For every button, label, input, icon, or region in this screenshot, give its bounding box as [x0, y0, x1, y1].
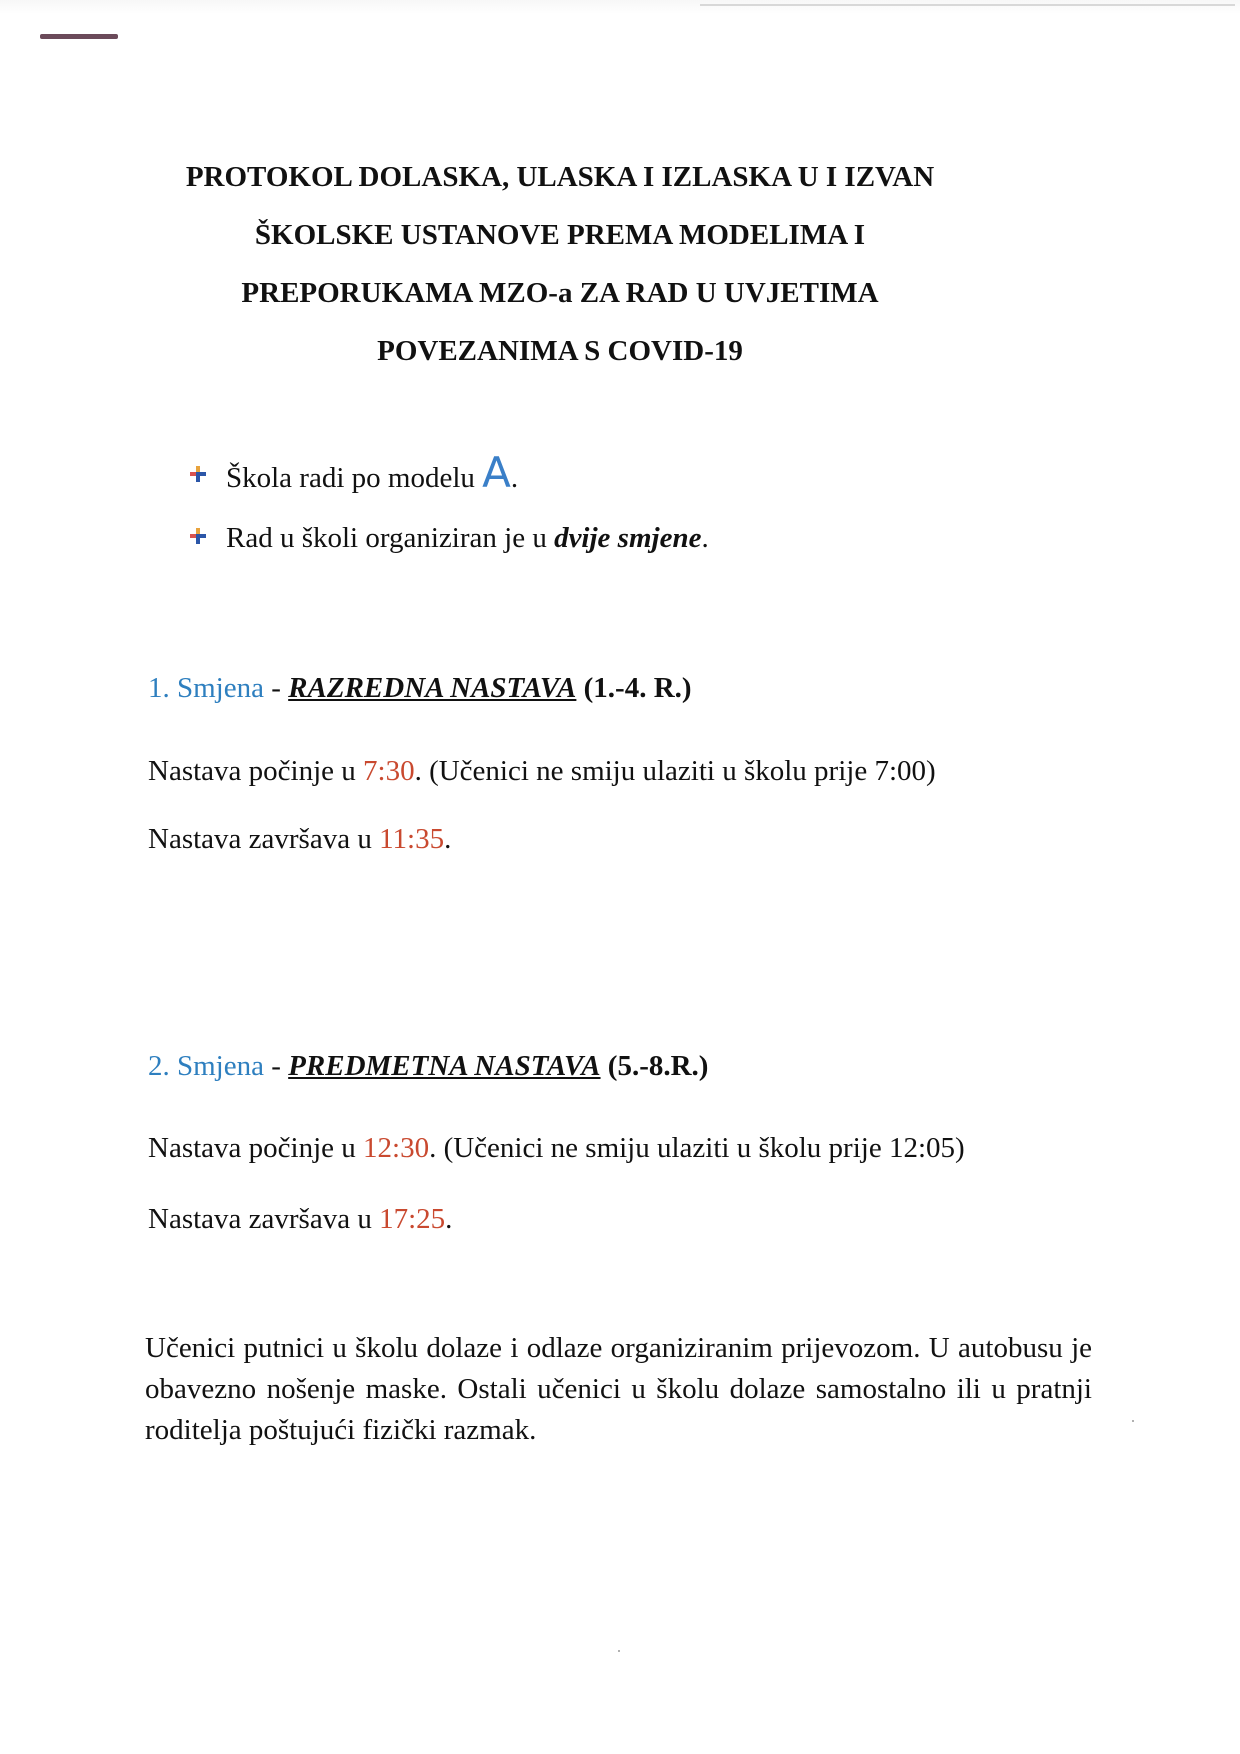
scan-speck: [1132, 1420, 1134, 1422]
end-prefix: Nastava završava u: [148, 1203, 380, 1235]
scan-edge-line: [700, 4, 1235, 6]
bullet-text-after: .: [510, 462, 519, 494]
shift-2-end: [148, 1203, 452, 1236]
shift-1-start: [148, 755, 936, 788]
title-line-3: PREPORUKAMA MZO-a ZA RAD U UVJETIMA: [241, 277, 879, 309]
start-suffix: . (Učenici ne smiju ulaziti u školu prije 12:05): [429, 1132, 965, 1164]
shift-2-heading: [148, 1050, 708, 1083]
bullet-text-before: Rad u školi organiziran je u: [226, 522, 555, 554]
shift-separator: -: [264, 1050, 289, 1082]
shift-number: 2. Smjena: [148, 1050, 264, 1082]
shift-1-heading: [148, 672, 692, 705]
title-line-1: PROTOKOL DOLASKA, ULASKA I IZLASKA U I IZVAN: [185, 161, 935, 193]
title-line-2: ŠKOLSKE USTANOVE PREMA MODELIMA I: [254, 219, 866, 251]
shift-2-start: [148, 1132, 965, 1165]
bullet-text: [226, 520, 709, 556]
end-prefix: Nastava završava u: [148, 823, 380, 855]
shift-name: PREDMETNA NASTAVA: [288, 1050, 601, 1082]
shift-grades: (1.-4. R.): [576, 672, 692, 704]
end-time: 11:35: [379, 823, 445, 855]
bullet-text-before: Škola radi po modelu: [226, 462, 483, 494]
bullet-text: [226, 448, 519, 497]
end-suffix: .: [444, 823, 452, 855]
scan-speck: [618, 1650, 620, 1652]
title-line-4: POVEZANIMA S COVID-19: [377, 335, 743, 367]
start-prefix: Nastava počinje u: [148, 755, 364, 787]
shift-count-emphasis: dvije smjene: [554, 522, 702, 554]
plus-bullet-icon: [188, 464, 208, 484]
model-letter: A: [482, 448, 511, 497]
pen-mark: [40, 34, 118, 39]
document-title: [150, 148, 970, 380]
bullet-text-after: .: [701, 522, 709, 554]
end-time: 17:25: [379, 1203, 446, 1235]
shift-1-end: [148, 823, 451, 856]
shift-number: 1. Smjena: [148, 672, 264, 704]
transport-paragraph: Učenici putnici u školu dolaze i odlaze organiziranim prijevozom. U autobusu je obavezno nošenje maske. Ostali učenici u školu dolaze samostalno ili u pratnji roditelja poštujući fizički razmak.: [145, 1332, 1092, 1446]
shift-grades: (5.-8.R.): [600, 1050, 709, 1082]
plus-bullet-icon: [188, 526, 208, 546]
start-time: 7:30: [363, 755, 415, 787]
end-suffix: .: [445, 1203, 453, 1235]
shift-separator: -: [264, 672, 289, 704]
start-time: 12:30: [363, 1132, 430, 1164]
shift-name: RAZREDNA NASTAVA: [288, 672, 577, 704]
start-suffix: . (Učenici ne smiju ulaziti u školu prije 7:00): [414, 755, 936, 787]
start-prefix: Nastava počinje u: [148, 1132, 364, 1164]
